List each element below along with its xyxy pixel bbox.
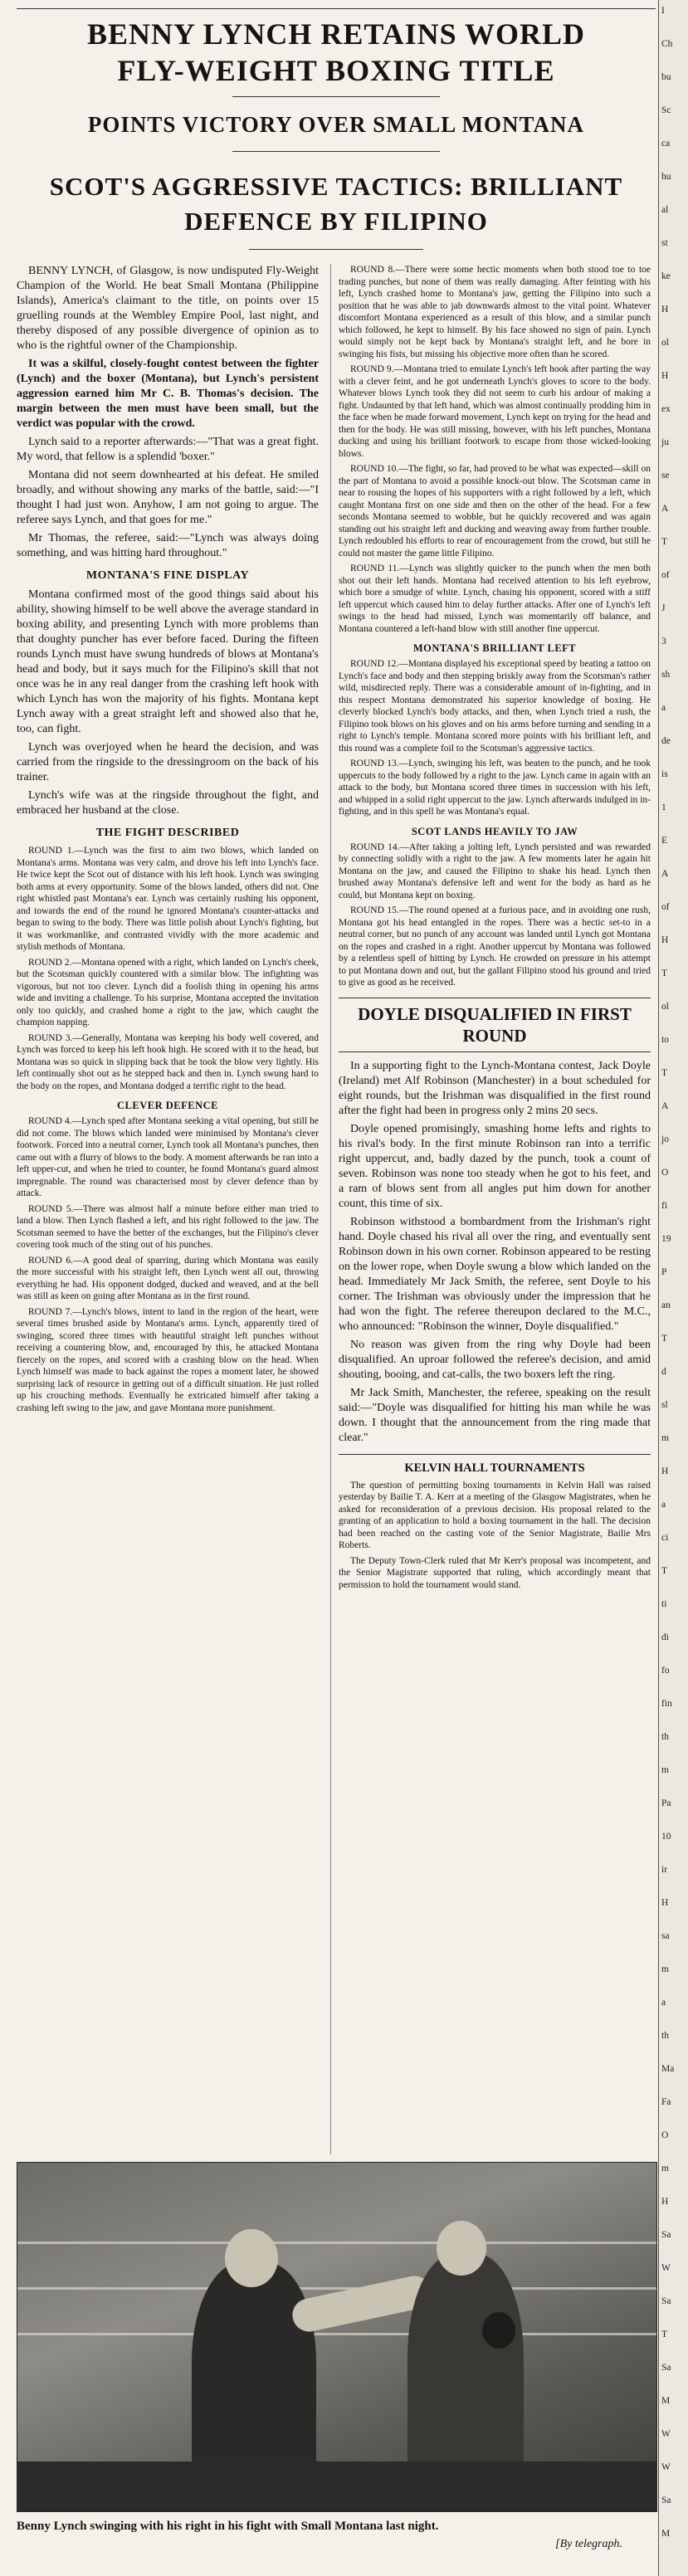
round-14-paragraph: ROUND 14.—After taking a jolting left, Lynch persisted and was rewarded by connecting solidly with a right to the jaw. A few moments later he again hit Montana on the jaw, and caused the Filipino to shake his head. Lynch then brushed away Montana's defensive left and went for the body as hard as he could, but Montana kept on boxing.	[339, 842, 651, 900]
edge-fragment: th	[661, 2031, 669, 2041]
round-7-paragraph: ROUND 7.—Lynch's blows, intent to land in the region of the heart, were several times brushed aside by Montana's arms. Lynch, apparently tired of swinging, scored three times with beautiful straight left punches without receiving a countering blow, and, encouraged by this, he attacked Montana fiercely on the ropes, and scored with a crashing blow on the head. When Lynch himself was made to back against the ropes a moment later, he showed surprising lack of resource in getting out of a difficult situation. He just rolled up his crouching methods. Eventually he extricated himself after taking a crashing left swing to the jaw, and gave Montana more punishment.	[17, 1306, 319, 1413]
edge-fragment: H	[661, 371, 669, 381]
edge-fragment: of	[661, 902, 670, 912]
edge-fragment: I	[661, 6, 665, 16]
doyle-paragraph-1: In a supporting fight to the Lynch-Montana contest, Jack Doyle (Ireland) met Alf Robinson (Manchester) in a bout scheduled for eight rounds, but the Irishman was disqualified in the first round after the fight had been in progress only 2 mins 20 secs.	[339, 1059, 651, 1117]
edge-fragment: Sa	[661, 2496, 671, 2505]
ring-rope	[17, 2287, 656, 2290]
edge-fragment: ol	[661, 338, 669, 348]
round-2-paragraph: ROUND 2.—Montana opened with a right, which landed on Lynch's cheek, but the Scotsman quickly countered with a similar blow. The infighting was vigorous, but not too clever. Lynch did a foolish thing in opening his arms wide and inviting a challenge. To his surprise, Montana accepted the invitation only too quickly, and crashed home a right to the jaw, which caught the champion napping.	[17, 957, 319, 1027]
edge-fragment: 10	[661, 1832, 671, 1842]
edge-fragment: sh	[661, 670, 671, 680]
edge-fragment: ti	[661, 1599, 667, 1609]
summary-paragraph: It was a skilful, closely-fought contest between the fighter (Lynch) and the boxer (Montana), but Lynch's persistent aggression earned him Mr C. B. Thomas's decision. The margin between the men must have been small, but the verdict was popular with the crowd.	[17, 358, 319, 430]
edge-fragment: ir	[661, 1865, 668, 1875]
edge-fragment: A	[661, 504, 669, 514]
edge-fragment: m	[661, 1964, 669, 1974]
edge-fragment: fin	[661, 1699, 672, 1709]
round-10-paragraph: ROUND 10.—The fight, so far, had proved to be what was expected—skill on the part of Montana to avoid a possible knock-out blow. The Scotsman came in near to rousing the hopes of his supporters with a right followed by a left, which caught Montana first on one side and then on the other of the head. For a few seconds Montana seemed to wobble, but he quickly recovered and was again standing out his straight left and ducking and weaving away from further trouble. Lynch redoubled his efforts to rear of encouragement from the crowd, but still he could not master the game little Filipino.	[339, 464, 651, 559]
edge-fragment: H	[661, 2197, 669, 2207]
ring-rope	[17, 2242, 656, 2244]
edge-fragment: H	[661, 935, 669, 945]
edge-fragment: T	[661, 1566, 668, 1576]
edge-fragment: st	[661, 238, 668, 248]
edge-fragment: H	[661, 305, 669, 315]
left-column	[17, 264, 319, 2154]
deck-headline: POINTS VICTORY OVER SMALL MONTANA	[87, 112, 585, 137]
round-9-paragraph: ROUND 9.—Montana tried to emulate Lynch's left hook after parting the way with a clever feint, and he got underneath Lynch's gloves to score to the body. Whatever blows Lynch took they did not seem to curb his ardour of making a fight. Undaunted by that left hand, which was almost continually prodding him in the face when he made forward movement, Lynch kept on trying for the head and then for the body. He was still missing, however, with his left punches, Montana ducking and using his brilliant footwork to escape from those wicked-looking blows.	[339, 364, 651, 459]
edge-fragment: O	[661, 2130, 669, 2140]
round-8-paragraph: ROUND 8.—There were some hectic moments when both stood toe to toe trading punches, but none of them was really damaging. After feinting with his left, Lynch crashed home to Montana's jaw, getting the Filipino into such a position that he was able to jab downwards almost to the vital point. Whatever discomfort Montana experienced as a result of this blow, and a similar punch which followed, he kept to himself. By his face showed no sign of pain. Lynch would simply not be kept back by Montana's straight left, and he bore in swinging his fists, but missing his objective more often than he scored.	[339, 265, 651, 359]
edge-fragment: an	[661, 1300, 671, 1310]
kelvin-hall-headline: KELVIN HALL TOURNAMENTS	[339, 1454, 651, 1475]
edge-fragment: Sa	[661, 2230, 671, 2240]
section-heading-fight-described: THE FIGHT DESCRIBED	[95, 827, 240, 839]
edge-fragment: hu	[661, 172, 671, 182]
sub-headline-line1: SCOT'S AGGRESSIVE TACTICS: BRILLIANT	[49, 172, 623, 201]
doyle-paragraph-5: Mr Jack Smith, Manchester, the referee, speaking on the result said:—"Doyle was disqualified for hitting his man while he was down. I thought that the announcement from the ring made that clear."	[339, 1386, 651, 1444]
main-headline-line1: BENNY LYNCH RETAINS WORLD	[86, 17, 586, 51]
edge-fragment: W	[661, 2263, 671, 2273]
edge-fragment: T	[661, 1068, 668, 1078]
lynch-quote-paragraph: Lynch said to a reporter afterwards:—"That was a great fight. My word, that fellow is a splendid 'boxer."	[17, 436, 319, 463]
top-rule	[17, 8, 656, 9]
wife-paragraph: Lynch's wife was at the ringside throughout the fight, and embraced her husband at the close.	[17, 789, 319, 817]
edge-fragment: di	[661, 1632, 669, 1642]
edge-fragment: is	[661, 769, 668, 779]
ring-floor-shadow	[17, 2461, 656, 2511]
montana-display-paragraph: Montana confirmed most of the good things said about his ability, showing himself to be well above the average standard in boxing ability, and presenting Lynch with more problems than that doughty puncher has ever before faced. During the fifteen rounds Lynch must have swung hundreds of blows at Montana's head and body, but it says much for the Filipino's skill that not once was he in any real danger from the crashing left hook with which Lynch has won the majority of his fights. Montana kept Lynch away with a great straight left and showed also that he, too, can fight.	[17, 588, 319, 735]
edge-fragment: T	[661, 2330, 668, 2339]
edge-fragment: sl	[661, 1400, 668, 1410]
doyle-headline-line2: ROUND	[462, 1025, 527, 1046]
edge-fragment: 3	[661, 637, 666, 646]
edge-fragment: T	[661, 1334, 668, 1344]
round-13-paragraph: ROUND 13.—Lynch, swinging his left, was beaten to the punch, and he took uppercuts to the body followed by a right to the jaw. Lynch came in again with an attack to the body, but Montana scored three times in succession with his left, and whipped in a solid right uppercut to the jaw. Lynch afterwards indulged in in-fighting, and in this spell he was Montana's equal.	[339, 759, 651, 817]
edge-fragment: A	[661, 869, 669, 879]
kelvin-paragraph-1: The question of permitting boxing tournaments in Kelvin Hall was raised yesterday by Bailie T. A. Kerr at a meeting of the Glasgow Magistrates, when he asked for reconsideration of a previous decision. His proposal related to the granting of an application to hold a boxing tournament in the hall. The decision had been reached on the casting vote of the Senior Magistrate, Bailie Mrs Roberts.	[339, 1480, 651, 1550]
adjacent-column-edge	[658, 0, 688, 2576]
edge-fragment: M	[661, 2529, 671, 2539]
round-1-paragraph: ROUND 1.—Lynch was the first to aim two blows, which landed on Montana's arms. Montana was very calm, and drove his left into Lynch's face. He twice kept the Scot out of distance with his left hook. Lynch was swinging both arms at every opportunity. Some of the blows landed, others did not. One right whistled past Montana's ear. Lynch was certainly rushing his opponent, and towards the end of the round he ignored Montana's counter-attacks and began to swing to the body. There was little polish about Lynch's fighting, but it was workmanlike, and contrasted vividly with the more academic and stylish methods of Montana.	[17, 846, 319, 952]
photo-caption: Benny Lynch swinging with his right in his fight with Small Montana last night.	[17, 2520, 439, 2533]
edge-fragment: Ch	[661, 39, 673, 49]
edge-fragment: se	[661, 471, 670, 481]
sub-headline-line2: DEFENCE BY FILIPINO	[184, 207, 488, 236]
edge-fragment: E	[661, 836, 668, 846]
edge-fragment: al	[661, 205, 669, 215]
round-5-paragraph: ROUND 5.—There was almost half a minute before either man tried to land a blow. Then Lynch flashed a left, and his right followed to the jaw. The Scotsman seemed to have the better of the exchanges, but the Filipino's clever covering took much of the sting out of his punches.	[17, 1203, 319, 1250]
boxing-photo	[17, 2162, 657, 2512]
edge-fragment: Sa	[661, 2296, 671, 2306]
edge-fragment: W	[661, 2462, 671, 2472]
edge-fragment: sa	[661, 1931, 670, 1941]
kelvin-paragraph-2: The Deputy Town-Clerk ruled that Mr Kerr's proposal was incompetent, and the Senior Magistrate supported that ruling, which accordingly meant that permission to hold the tournament would stand.	[339, 1555, 651, 1590]
edge-fragment: a	[661, 1500, 666, 1510]
right-column	[339, 264, 651, 2154]
doyle-headline	[339, 998, 651, 1052]
edge-fragment: fo	[661, 1666, 670, 1676]
edge-fragment: bu	[661, 72, 671, 82]
round-12-paragraph: ROUND 12.—Montana displayed his exceptional speed by beating a tattoo on Lynch's face and body and then stepping briskly away from the Scotsman's rather wild, misdirected reply. There was a considerable amount of in-fighting, and in this respect Montana demonstrated his superior knowledge of boxing. He cleverly blocked Lynch's body attacks, and then, when Lynch tried a rush, the Filipino took blows on his gloves and on his arms before turning and sending in a right to Lynch's temple. Montana scored more points with his brilliant left, and this round was a complete foil to the Scotsman's aggressive tactics.	[339, 659, 651, 754]
edge-fragment: ol	[661, 1002, 669, 1012]
edge-fragment: Ma	[661, 2064, 675, 2074]
edge-fragment: H	[661, 1466, 669, 1476]
edge-fragment: O	[661, 1168, 669, 1178]
round-4-paragraph: ROUND 4.—Lynch sped after Montana seeking a vital opening, but still he did not come. The blows which landed were minimised by Montana's clever footwork. Forced into a neutral corner, Lynch took all Montana's punches, then came out with a flurry of blows to the body. A moment afterwards he ran into a left upper-cut, and when he tried to counter, he found Montana's guard almost impregnable. The round was characterised most by clever defence than by attack.	[17, 1116, 319, 1198]
edge-fragment: m	[661, 1765, 669, 1775]
edge-fragment: A	[661, 1101, 669, 1111]
section-heading-montana-display: MONTANA'S FINE DISPLAY	[85, 569, 250, 582]
edge-fragment: ca	[661, 139, 671, 149]
edge-fragment: H	[661, 1898, 669, 1908]
boxer-head-lynch	[225, 2229, 278, 2287]
round-15-paragraph: ROUND 15.—The round opened at a furious pace, and in avoiding one rush, Montana got his head entangled in the ropes. There was a hectic set-to in a neutral corner, but no punch of any account was landed until Lynch got Montana on the ropes and crashed in a right. Another uppercut by Montana was followed by a relentless spell of hitting by Lynch. He crowded on pressure in his attempt to put Montana down and out, but the gallant Filipino stood his ground and tried to give as good as he received.	[339, 905, 651, 988]
edge-fragment: T	[661, 537, 668, 547]
doyle-headline-line1: DOYLE DISQUALIFIED IN FIRST	[358, 1003, 632, 1024]
section-heading-scot-lands: SCOT LANDS HEAVILY TO JAW	[411, 825, 578, 837]
edge-fragment: P	[661, 1267, 667, 1277]
decision-paragraph: Lynch was overjoyed when he heard the decision, and was carried from the ringside to the dressingroom on the back of his trainer.	[17, 741, 319, 783]
edge-fragment: fi	[661, 1201, 668, 1211]
edge-fragment: ex	[661, 404, 671, 414]
edge-fragment: ke	[661, 271, 671, 281]
edge-fragment: Fa	[661, 2097, 671, 2107]
montana-quote-paragraph: Montana did not seem downhearted at his defeat. He smiled broadly, and without showing any marks of the battle, said:—"I thought I had just won. Anyhow, I am not going to argue. The referee says Lynch, and that goes for me."	[17, 469, 319, 526]
main-headline-line2: FLY-WEIGHT BOXING TITLE	[117, 54, 555, 87]
edge-fragment: a	[661, 1998, 666, 2008]
edge-fragment: ju	[661, 437, 669, 447]
edge-fragment: T	[661, 968, 668, 978]
edge-fragment: th	[661, 1732, 669, 1742]
doyle-paragraph-4: No reason was given from the ring why Doyle had been disqualified. An uproar followed the referee's decision, and amid shouting, booing, and cat-calls, the two boxers left the ring.	[339, 1338, 651, 1381]
edge-fragment: 19	[661, 1234, 671, 1244]
edge-fragment: jo	[661, 1134, 669, 1144]
round-6-paragraph: ROUND 6.—A good deal of sparring, during which Montana was easily the more successful with his straight left, then Lynch went all out, throwing everything he had. His opponent dodged, ducked and weaved, and at the bell was still as keen on going after Montana as in the first round.	[17, 1255, 319, 1301]
intro-paragraph: BENNY LYNCH, of Glasgow, is now undisputed Fly-Weight Champion of the World. He beat Small Montana (Philippine Islands), America's claimant to the title, on points over 15 gruelling rounds at the Wembley Empire Pool, last night, and thereby disposed of any possible divergence of opinion as to who is the rightful owner of the Championship.	[17, 265, 319, 352]
edge-fragment: m	[661, 1433, 669, 1443]
deck-divider	[232, 151, 440, 152]
edge-fragment: W	[661, 2429, 671, 2439]
edge-fragment: d	[661, 1367, 666, 1377]
edge-fragment: M	[661, 2396, 671, 2406]
edge-fragment: of	[661, 570, 670, 580]
photo-credit: [By telegraph.	[555, 2538, 622, 2550]
edge-fragment: a	[661, 703, 666, 713]
edge-fragment: J	[661, 603, 666, 613]
referee-quote-paragraph: Mr Thomas, the referee, said:—"Lynch was always doing something, and was hitting hard throughout."	[17, 532, 319, 559]
round-11-paragraph: ROUND 11.—Lynch was slightly quicker to the punch when the men both shot out their left hands. Montana had received attention to his left eyebrow, which bore a smudge of white. Lynch, chasing his opponent, scored with a stiff left uppercut which caused him to delay further attacks. After one of Lynch's left swings to the head had missed, Lynch was momentarily off balance, and Montana countered a left-hand blow with still another fine uppercut.	[339, 564, 651, 634]
edge-fragment: ci	[661, 1533, 669, 1543]
boxer-head-montana	[437, 2221, 486, 2276]
edge-fragment: Pa	[661, 1798, 671, 1808]
edge-fragment: Sc	[661, 105, 671, 115]
doyle-paragraph-3: Robinson withstood a bombardment from the Irishman's right hand. Doyle chased his rival all over the ring, and eventually sent Robinson down in his own corner. Robinson appeared to be resting on the lower rope, when Doyle swung a blow which landed on the head. Immediately Mr Jack Smith, the referee, sent Doyle to his corner. The Irishman was obviously under the impression that he had won the fight. The referee thereupon declared to the M.C., who announced: "Robinson the winner, Doyle disqualified."	[339, 1215, 651, 1333]
edge-fragment: Sa	[661, 2363, 671, 2373]
headline-divider	[232, 96, 440, 97]
edge-fragment: to	[661, 1035, 669, 1045]
boxing-glove	[482, 2312, 515, 2349]
doyle-paragraph-2: Doyle opened promisingly, smashing home lefts and rights to his rival's body. In the first minute Robinson ran into a terrific right uppercut, and, badly dazed by the punch, took a count of seven. Robinson was none too steady when he got to his feet, and a ram of blows sent from all angles put him down for another count, this time of six.	[339, 1122, 651, 1210]
ring-rope	[17, 2333, 656, 2335]
edge-fragment: 1	[661, 803, 666, 812]
edge-fragment: m	[661, 2164, 669, 2174]
section-heading-brilliant-left: MONTANA'S BRILLIANT LEFT	[412, 642, 577, 654]
column-divider	[330, 264, 331, 2154]
section-heading-clever-defence: CLEVER DEFENCE	[117, 1100, 218, 1111]
round-3-paragraph: ROUND 3.—Generally, Montana was keeping his body well covered, and Lynch was forced to keep his left hook high. He scored with it to the head, but Montana was so quick in slipping back that he took the blow very lightly. His left continually shot out as he stepped back and then in. Lynch swung hard to the body on the ropes, and Montana dodged a terrific right to the head.	[17, 1032, 319, 1091]
edge-fragment: de	[661, 736, 671, 746]
subhead-divider	[249, 249, 423, 250]
